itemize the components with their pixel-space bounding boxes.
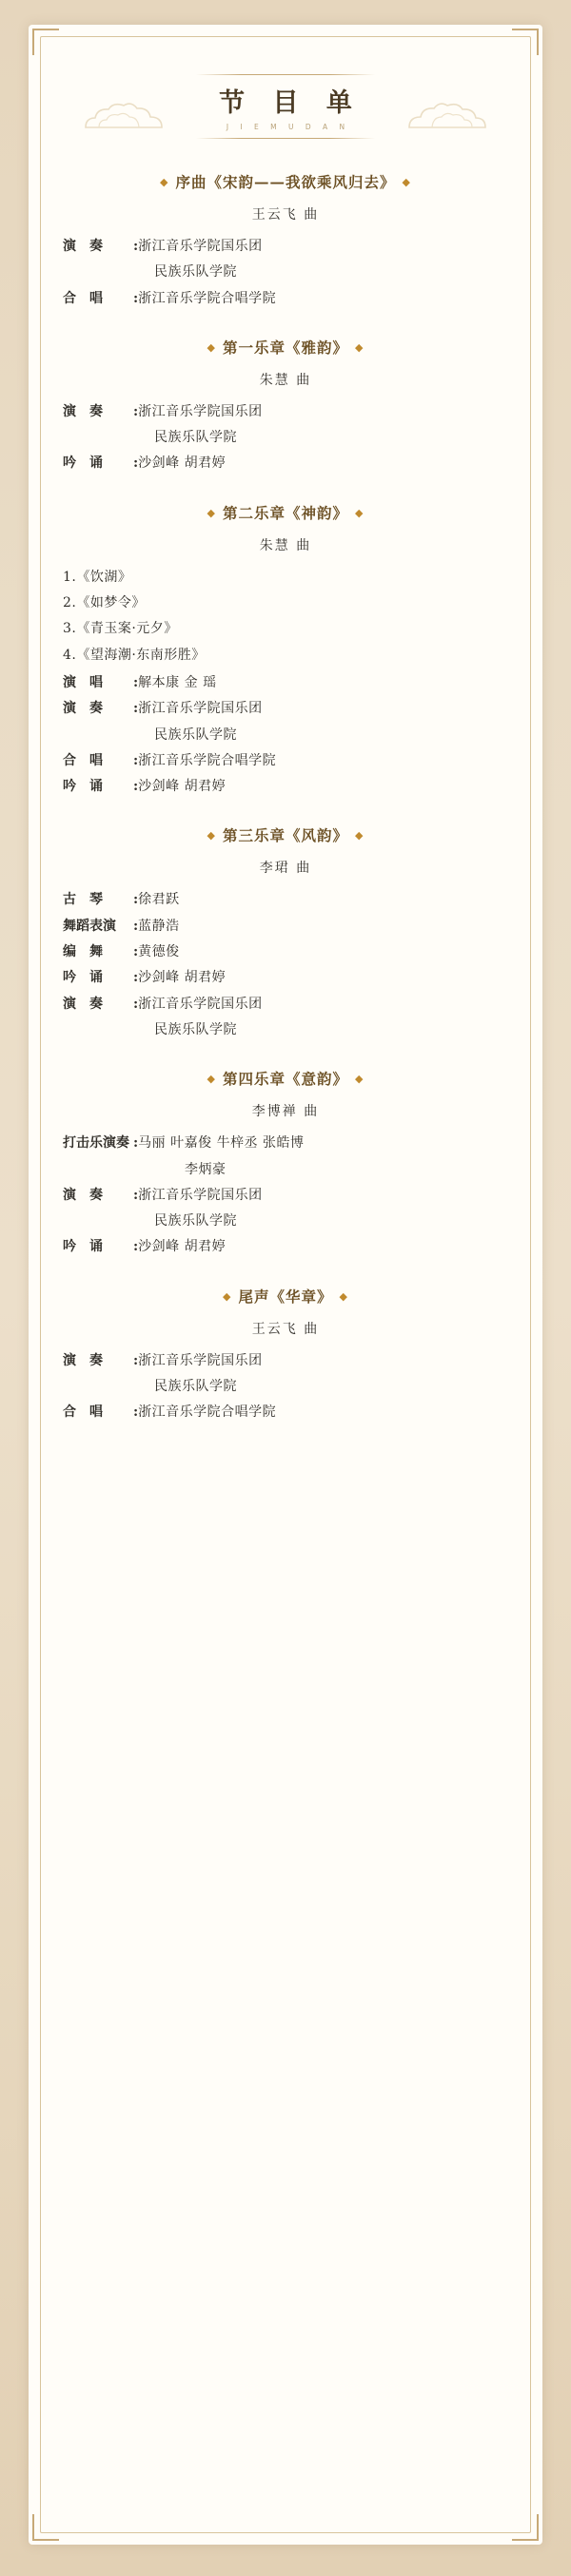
- credit-value: 蓝静浩: [138, 918, 180, 934]
- credit-label: 吟 诵: [63, 455, 103, 472]
- credit-value: 浙江音乐学院国乐团: [138, 239, 263, 254]
- credit-colon: :: [133, 918, 139, 934]
- credit-row: [63, 965, 508, 991]
- diamond-icon: ◆: [207, 1073, 216, 1086]
- diamond-icon: ◆: [355, 1073, 364, 1086]
- program-section: [46, 1286, 525, 1426]
- credit-continuation: 民族乐队学院: [154, 1379, 237, 1395]
- list-item: 2.《如梦令》: [63, 595, 146, 611]
- credit-value: 马丽 叶嘉俊 牛梓丞 张皓博: [138, 1135, 305, 1152]
- credit-continuation: 民族乐队学院: [154, 726, 237, 743]
- section-title-text: 尾声《华章》: [238, 1287, 333, 1306]
- credit-value: 解本康 金 瑶: [138, 674, 217, 690]
- credit-colon: :: [133, 752, 139, 768]
- credit-label: 演 奏: [63, 1187, 103, 1203]
- title-rule-bottom: [196, 138, 375, 139]
- credit-row: [63, 234, 508, 260]
- credit-row: [63, 1234, 508, 1260]
- credit-continuation: 民族乐队学院: [154, 1213, 237, 1230]
- credit-colon: :: [133, 1352, 139, 1368]
- section-title: [63, 1068, 508, 1089]
- section-title-text: 第二乐章《神韵》: [222, 503, 348, 522]
- credit-label: 吟 诵: [63, 1239, 103, 1255]
- title-block: [46, 74, 525, 139]
- credit-label: 演 奏: [63, 996, 103, 1012]
- credit-row: [63, 696, 508, 722]
- credit-label: 舞蹈表演: [63, 918, 116, 934]
- credit-label: 吟 诵: [63, 779, 103, 795]
- credit-colon: :: [133, 892, 139, 908]
- title-rule-top: [196, 74, 375, 75]
- credit-value: 沙剑峰 胡君婷: [138, 779, 226, 795]
- list-item: 1.《饮湖》: [63, 569, 132, 585]
- diamond-icon: ◆: [223, 1289, 232, 1303]
- credit-value: 浙江音乐学院国乐团: [138, 403, 263, 419]
- diamond-icon: ◆: [402, 176, 411, 188]
- credit-row: [63, 670, 508, 696]
- credit-label: 合 唱: [63, 290, 103, 306]
- diamond-icon: ◆: [355, 506, 364, 519]
- program-section: [46, 171, 525, 312]
- credit-continuation: 李炳豪: [185, 1161, 226, 1177]
- list-item: 3.《青玉案·元夕》: [63, 621, 178, 637]
- credit-row: [63, 286, 508, 312]
- program-section: [46, 1068, 525, 1260]
- diamond-icon: ◆: [355, 829, 364, 843]
- credit-colon: :: [133, 779, 139, 795]
- credit-label: 打击乐演奏: [63, 1135, 129, 1152]
- credit-colon: :: [133, 996, 139, 1012]
- credit-colon: :: [133, 1187, 139, 1203]
- composer-credit: 王云飞 曲: [251, 207, 320, 223]
- composer-credit: 朱慧 曲: [259, 372, 312, 388]
- diamond-icon: ◆: [207, 829, 216, 843]
- credit-row: [63, 887, 508, 913]
- credit-colon: :: [133, 1135, 139, 1152]
- credit-label: 合 唱: [63, 1404, 103, 1421]
- section-title-text: 第四乐章《意韵》: [222, 1070, 348, 1089]
- credit-row: [63, 1348, 508, 1374]
- credit-colon: :: [133, 403, 139, 419]
- credit-colon: :: [133, 1404, 139, 1421]
- credit-row: [63, 399, 508, 425]
- diamond-icon: ◆: [355, 340, 364, 354]
- credit-row: [63, 1183, 508, 1209]
- credit-value: 浙江音乐学院合唱学院: [138, 752, 277, 768]
- page-subtitle: J I E M U D A N: [226, 123, 350, 131]
- credit-label: 编 舞: [63, 944, 103, 960]
- credit-colon: :: [133, 290, 139, 306]
- credit-row: [63, 1131, 508, 1156]
- composer-credit: 李珺 曲: [259, 861, 312, 877]
- credit-row: [63, 451, 508, 476]
- credit-row: [63, 1400, 508, 1425]
- section-title: [63, 824, 508, 845]
- credit-row: [63, 914, 508, 939]
- diamond-icon: ◆: [339, 1289, 348, 1303]
- program-section: [46, 824, 525, 1043]
- credit-colon: :: [133, 944, 139, 960]
- list-item: 4.《望海潮·东南形胜》: [63, 647, 206, 663]
- program-card: [29, 25, 542, 2545]
- credit-continuation: 民族乐队学院: [154, 430, 237, 446]
- credit-continuation: 民族乐队学院: [154, 1021, 237, 1037]
- credit-value: 沙剑峰 胡君婷: [138, 970, 226, 986]
- credit-row: [63, 992, 508, 1017]
- credit-row: [63, 748, 508, 774]
- program-section: [46, 337, 525, 477]
- credit-value: 浙江音乐学院合唱学院: [138, 290, 277, 306]
- corner-ornament-bottom-right: [512, 2514, 539, 2541]
- credit-value: 浙江音乐学院国乐团: [138, 701, 263, 717]
- credit-colon: :: [133, 674, 139, 690]
- section-title: [63, 337, 508, 358]
- corner-ornament-bottom-left: [32, 2514, 59, 2541]
- diamond-icon: ◆: [207, 340, 216, 354]
- credit-colon: :: [133, 701, 139, 717]
- credit-row: [63, 939, 508, 965]
- section-title: [63, 1286, 508, 1307]
- credit-value: 沙剑峰 胡君婷: [138, 1239, 226, 1255]
- credit-label: 合 唱: [63, 752, 103, 768]
- section-title-text: 第三乐章《风韵》: [222, 826, 348, 845]
- composer-credit: 王云飞 曲: [251, 1321, 320, 1337]
- section-title-text: 序曲《宋韵——我欲乘风归去》: [175, 173, 396, 191]
- section-title-text: 第一乐章《雅韵》: [222, 338, 348, 357]
- credit-value: 浙江音乐学院国乐团: [138, 1352, 263, 1368]
- credit-label: 演 奏: [63, 701, 103, 717]
- credit-value: 浙江音乐学院国乐团: [138, 996, 263, 1012]
- section-title: [63, 171, 508, 192]
- composer-credit: 朱慧 曲: [259, 537, 312, 553]
- credit-value: 徐君跃: [138, 892, 180, 908]
- composer-credit: 李博禅 曲: [251, 1104, 320, 1120]
- credit-label: 演 奏: [63, 239, 103, 254]
- diamond-icon: ◆: [207, 506, 216, 519]
- credit-value: 浙江音乐学院国乐团: [138, 1187, 263, 1203]
- credit-label: 演 奏: [63, 1352, 103, 1368]
- page-header: [46, 48, 525, 158]
- section-title: [63, 502, 508, 523]
- credit-continuation: 民族乐队学院: [154, 264, 237, 281]
- credit-colon: :: [133, 970, 139, 986]
- page-title: 节 目 单: [219, 88, 362, 118]
- credit-value: 黄德俊: [138, 944, 180, 960]
- piece-list: [63, 565, 508, 668]
- credit-colon: :: [133, 455, 139, 472]
- credit-label: 演 唱: [63, 674, 103, 690]
- credit-label: 古 琴: [63, 892, 103, 908]
- credit-row: [63, 774, 508, 800]
- program-section: [46, 502, 525, 801]
- diamond-icon: ◆: [160, 176, 169, 188]
- credit-value: 浙江音乐学院合唱学院: [138, 1404, 277, 1421]
- credit-colon: :: [133, 239, 139, 254]
- credit-value: 沙剑峰 胡君婷: [138, 455, 226, 472]
- credit-label: 吟 诵: [63, 970, 103, 986]
- credit-label: 演 奏: [63, 403, 103, 419]
- credit-colon: :: [133, 1239, 139, 1255]
